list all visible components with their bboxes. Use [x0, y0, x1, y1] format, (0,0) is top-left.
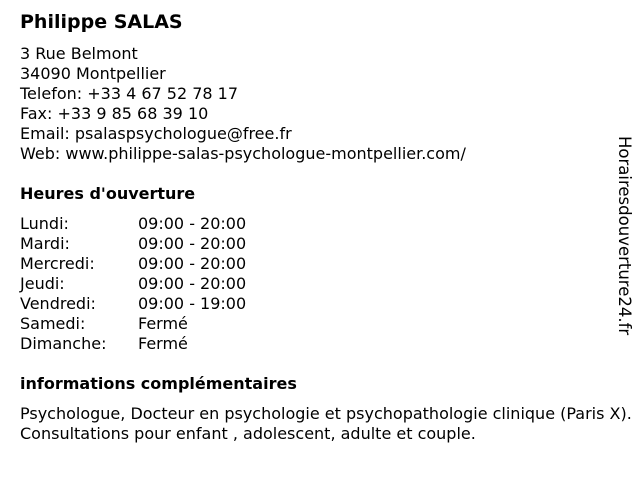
email-address: Email: psalaspsychologue@free.fr	[20, 124, 292, 143]
day-label: Vendredi:	[20, 294, 96, 313]
contact-block	[20, 44, 466, 164]
site-watermark	[610, 136, 636, 366]
hours-value: 09:00 - 20:00	[138, 254, 247, 273]
hours-value: 09:00 - 19:00	[138, 294, 247, 313]
day-label: Samedi:	[20, 314, 86, 333]
page-title: Philippe SALAS	[20, 11, 183, 33]
hours-value: 09:00 - 20:00	[138, 214, 247, 233]
hours-value: 09:00 - 20:00	[138, 234, 247, 253]
additional-info-heading: informations complémentaires	[20, 374, 297, 393]
hours-value: Fermé	[138, 334, 188, 353]
day-label: Jeudi:	[20, 274, 65, 293]
hours-value: 09:00 - 20:00	[138, 274, 247, 293]
day-label: Mercredi:	[20, 254, 95, 273]
day-label: Mardi:	[20, 234, 70, 253]
fax-number: Fax: +33 9 85 68 39 10	[20, 104, 209, 123]
watermark-text: Horairesdouverture24.fr	[615, 136, 634, 336]
city-address: 34090 Montpellier	[20, 64, 166, 83]
website-address: Web: www.philippe-salas-psychologue-montpellier.com/	[20, 144, 466, 163]
day-label: Dimanche:	[20, 334, 107, 353]
phone-number: Telefon: +33 4 67 52 78 17	[20, 84, 239, 103]
day-label: Lundi:	[20, 214, 69, 233]
additional-info-text: Psychologue, Docteur en psychologie et psychopathologie clinique (Paris X). Consultations pour enfant , adolescent, adulte et couple.	[20, 404, 632, 443]
street-address: 3 Rue Belmont	[20, 44, 138, 63]
hours-value: Fermé	[138, 314, 188, 333]
opening-hours-heading: Heures d'ouverture	[20, 184, 196, 203]
